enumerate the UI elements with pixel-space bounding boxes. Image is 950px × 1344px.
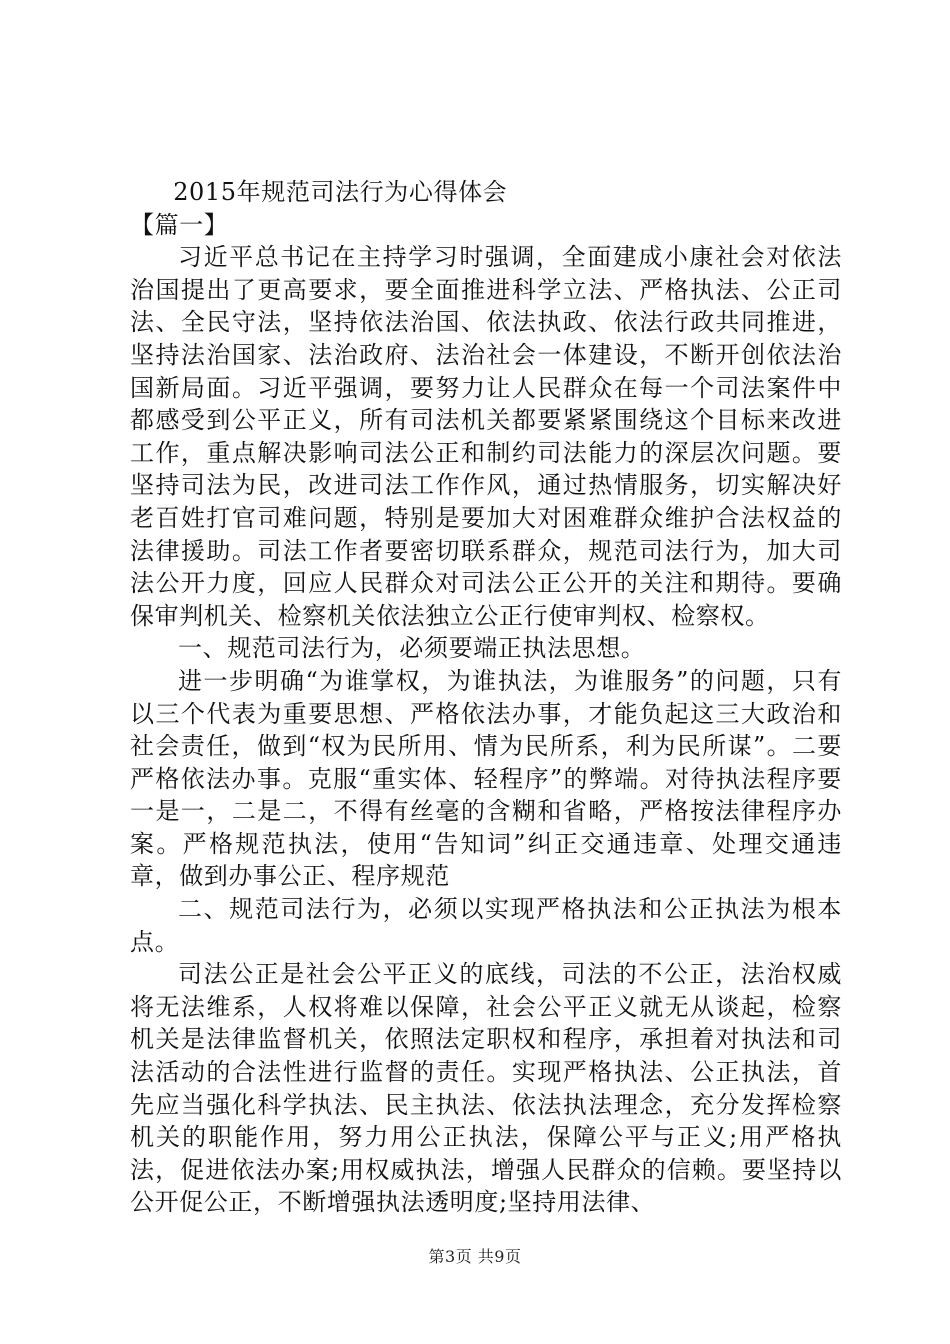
paragraph: 一、规范司法行为，必须要端正执法思想。 [178,634,646,663]
section-heading: 【篇一】 [130,210,229,239]
document-body [130,176,842,1219]
paragraph: 习近平总书记在主持学习时强调，全面建成小康社会对依法治国提出了更高要求，要全面推进科学立法、严格执法、公正司法、全民守法，坚持依法治国、依法执政、依法行政共同推进，坚持法治国家、法治政府、法治社会一体建设，不断开创依法治国新局面。习近平强调，要努力让人民群众在每一个司法案件中都感受到公平正义，所有司法机关都要紧紧围绕这个目标来改进工作，重点解决影响司法公正和制约司法能力的深层次问题。要坚持司法为民，改进司法工作作风，通过热情服务，切实解决好老百姓打官司难问题，特别是要加大对困难群众维护合法权益的法律援助。司法工作者要密切联系群众，规范司法行为，加大司法公开力度，回应人民群众对司法公正公开的关注和期待。要确保审判机关、检察机关依法独立公正行使审判权、检察权。 [130,243,842,630]
paragraph: 进一步明确“为谁掌权，为谁执法，为谁服务”的问题，只有以三个代表为重要思想、严格依法办事，才能负起这三大政治和社会责任，做到“权为民所用、情为民所系，利为民所谋”。二要严格依法办事。克服“重实体、轻程序”的弊端。对待执法程序要一是一，二是二，不得有丝毫的含糊和省略，严格按法律程序办案。严格规范执法，使用“告知词”纠正交通违章、处理交通违章，做到办事公正、程序规范 [130,666,842,891]
document-title: 2015年规范司法行为心得体会 [173,178,508,206]
paragraph: 司法公正是社会公平正义的底线，司法的不公正，法治权威将无法维系，人权将难以保障，社会公平正义就无从谈起，检察机关是法律监督机关，依照法定职权和程序，承担着对执法和司法活动的合法性进行监督的责任。实现严格执法、公正执法，首先应当强化科学执法、民主执法、依法执法理念，充分发挥检察机关的职能作用，努力用公正执法，保障公平与正义;用严格执法，促进依法办案;用权威执法，增强人民群众的信赖。要坚持以公开促公正，不断增强执法透明度;坚持用法律、 [130,960,842,1217]
page-number-footer: 第3页 共9页 [428,1247,522,1266]
paragraph: 二、规范司法行为，必须以实现严格执法和公正执法为根本点。 [130,895,842,956]
